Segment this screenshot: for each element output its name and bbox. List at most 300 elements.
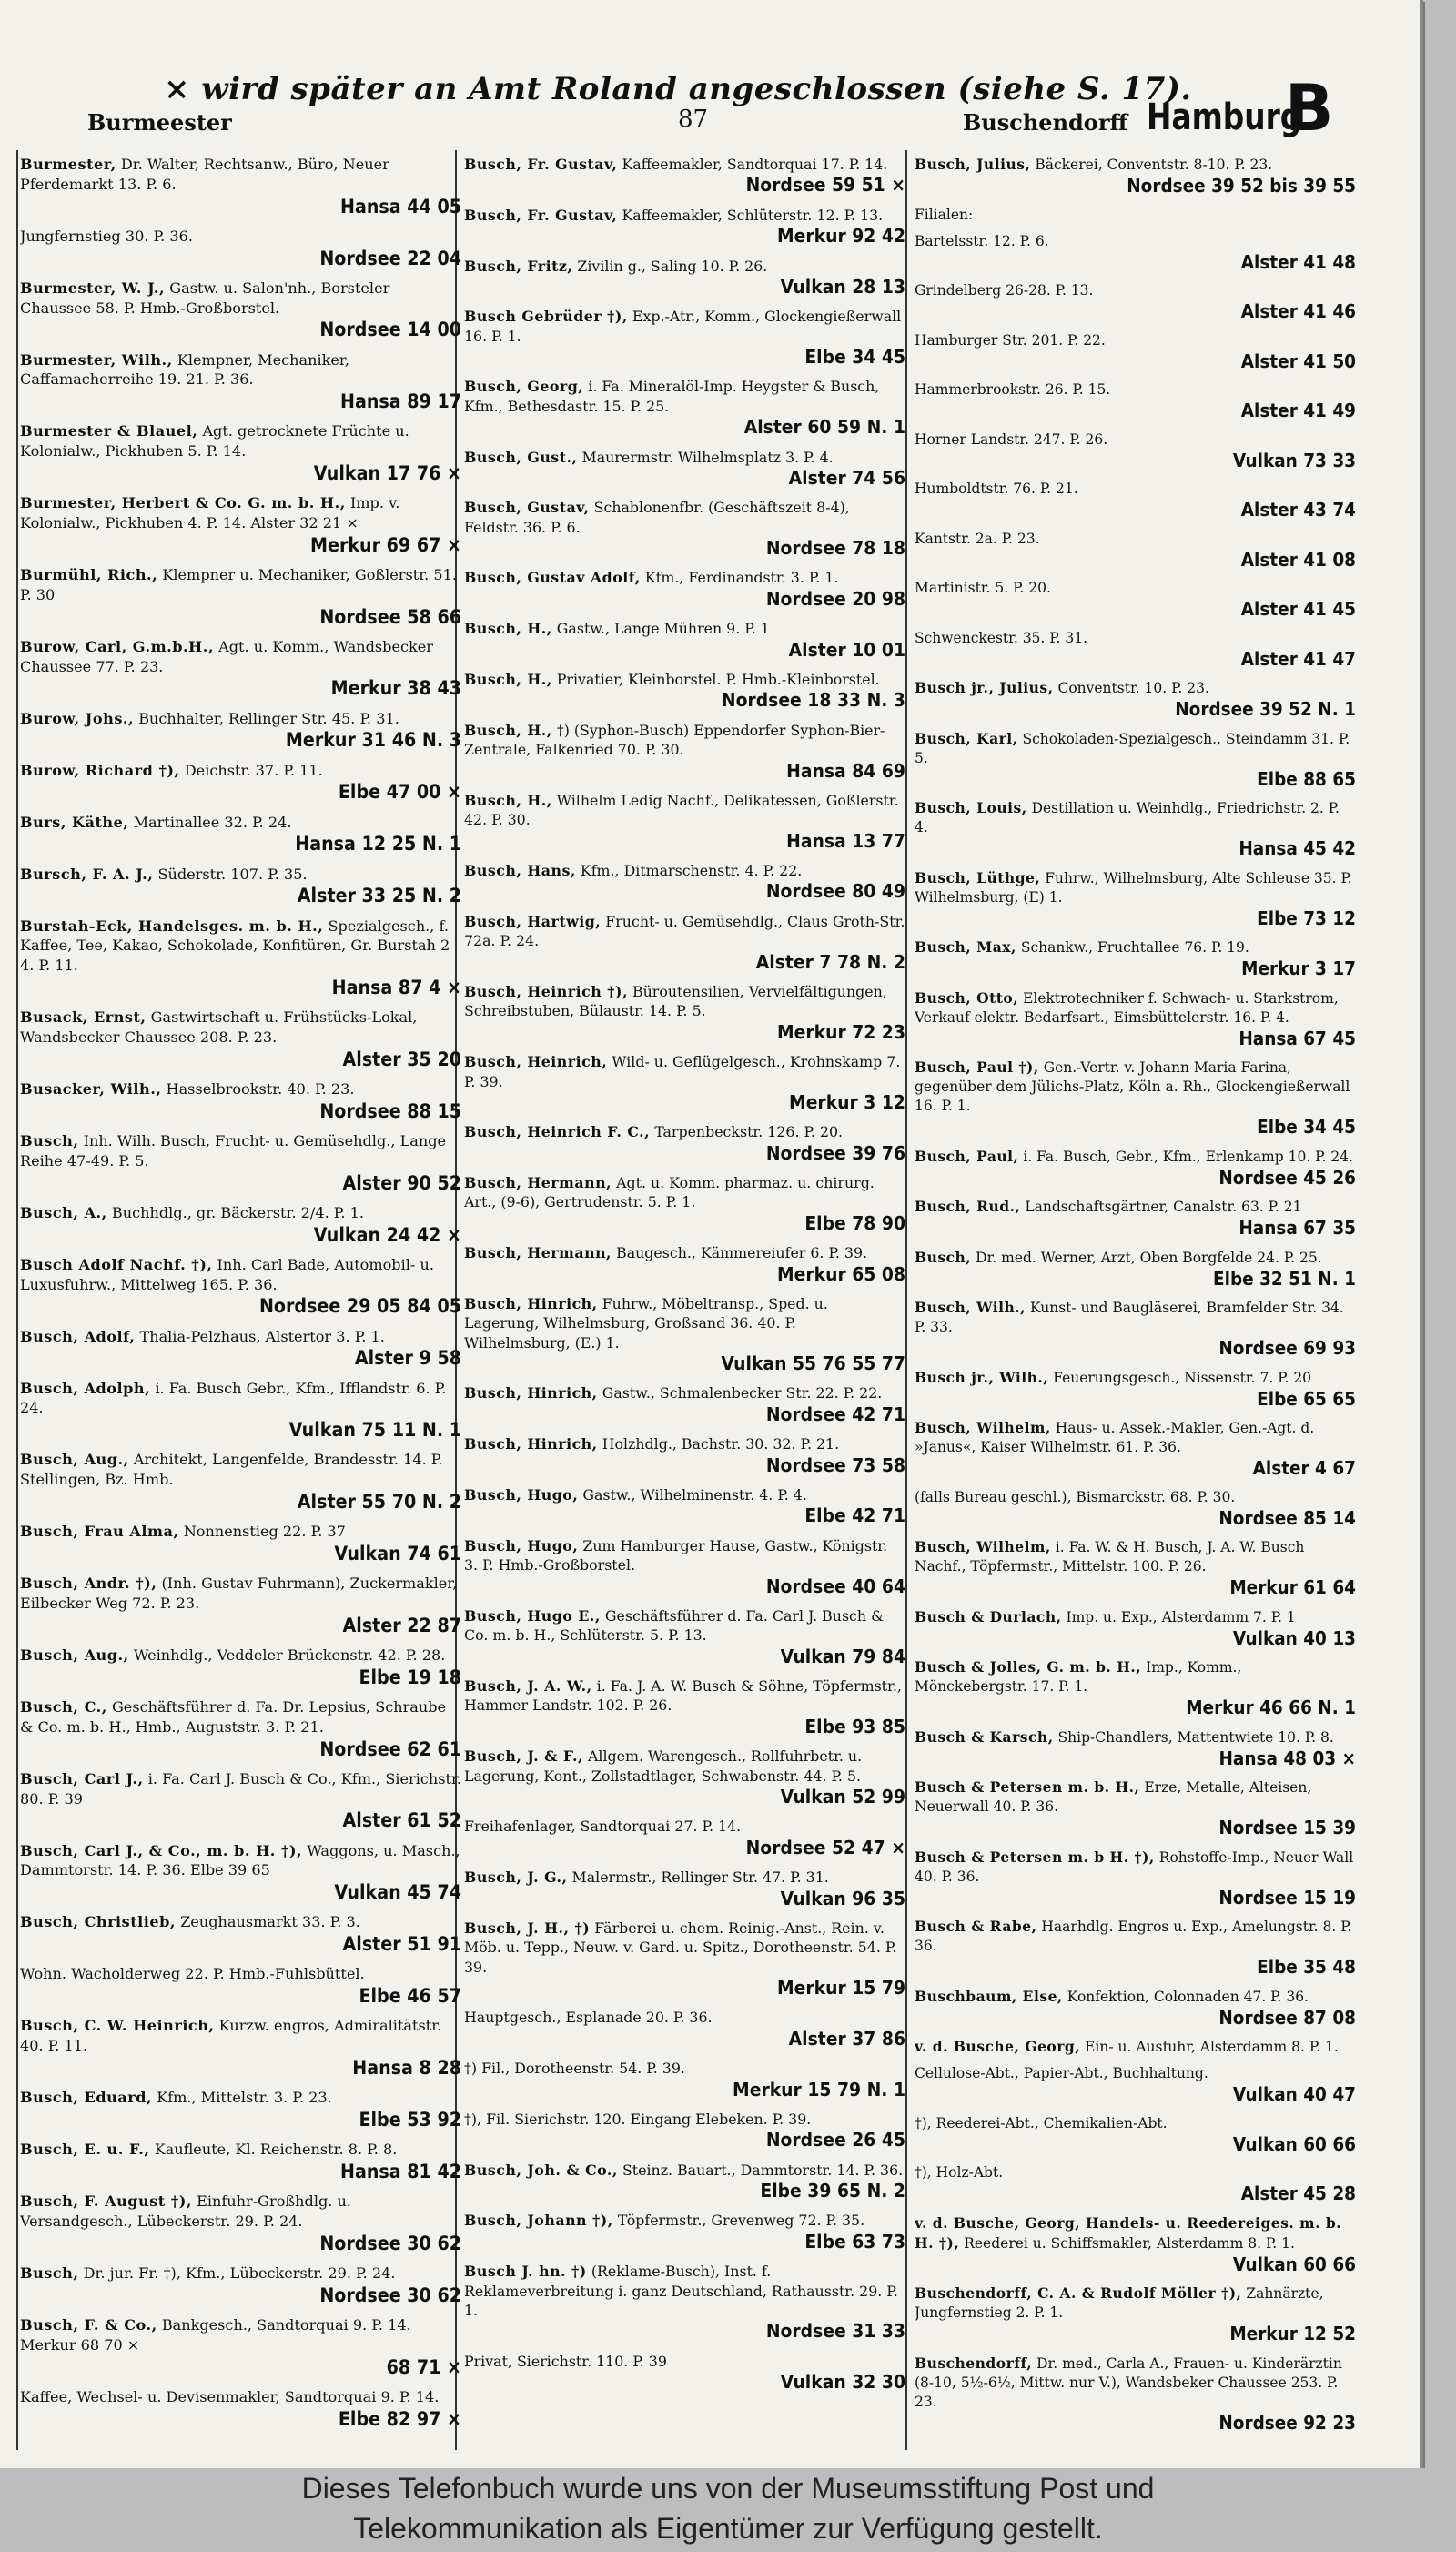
phone-number: Hansa 12 25 N. 1 xyxy=(295,832,461,856)
entry-text xyxy=(464,1868,905,1887)
listing-entry xyxy=(464,670,905,713)
phone-number: Merkur 72 23 xyxy=(776,1020,905,1043)
phone-number: Elbe 82 97 × xyxy=(338,2406,461,2430)
entry-name: Busch, xyxy=(915,1248,972,1266)
entry-text xyxy=(464,1676,905,1716)
phone-number: Merkur 46 66 N. 1 xyxy=(1186,1696,1356,1718)
entry-name: Burow, Richard †), xyxy=(20,761,180,779)
entry-name: Busch Gebrüder †), xyxy=(464,308,628,326)
entry-details: Landschaftsgärtner, Canalstr. 63. P. 21 xyxy=(1025,1199,1302,1215)
entry-name: Busch, Hartwig, xyxy=(464,912,602,930)
phone-number: Elbe 88 65 xyxy=(1257,767,1356,790)
phone-number: Nordsee 39 52 N. 1 xyxy=(1175,698,1356,720)
entry-details: Waggons, u. Masch., Dammtorstr. 14. P. 36. Elbe 39 65 xyxy=(20,1841,460,1879)
entry-name: Busch, Joh. & Co., xyxy=(464,2161,618,2179)
listing-entry xyxy=(20,155,461,218)
phone-number: Nordsee 78 18 xyxy=(765,537,905,560)
phone-number: Merkur 65 08 xyxy=(776,1262,905,1285)
listing-entry xyxy=(915,155,1356,198)
entry-text xyxy=(20,2088,461,2108)
entry-name: Busch, J. G., xyxy=(464,1868,568,1887)
listing-entry xyxy=(464,721,905,784)
entry-details: Kaffee, Wechsel- u. Devisenmakler, Sandtorquai 9. P. 14. xyxy=(20,2387,440,2405)
entry-text xyxy=(20,1008,461,1048)
entry-details: Martinistr. 5. P. 20. xyxy=(915,580,1051,596)
entry-details: †), Holz-Abt. xyxy=(915,2164,1004,2181)
entry-text xyxy=(915,579,1356,598)
entry-details: Dr. jur. Fr. †), Kfm., Lübeckerstr. 29. P. 24. xyxy=(83,2263,396,2282)
listing-entry xyxy=(20,1841,461,1905)
entry-details: Haarhdlg. Engros u. Exp., Amelungstr. 8. P. 36. xyxy=(915,1919,1352,1954)
entry-name: Burow, Carl, G.m.b.H., xyxy=(20,637,214,655)
phone-number: Nordsee 39 52 bis 39 55 xyxy=(1127,175,1356,197)
listing-entry xyxy=(20,637,461,701)
phone-number: Hansa 87 4 × xyxy=(331,975,461,998)
entry-text xyxy=(464,1919,905,1977)
listing-entry xyxy=(20,709,461,753)
entry-text xyxy=(915,629,1356,648)
entry-text xyxy=(20,1646,461,1666)
city-title: Hamburg xyxy=(1147,96,1302,138)
phone-number: Merkur 12 52 xyxy=(1229,2323,1356,2344)
entry-name: Burmester & Blauel, xyxy=(20,422,198,441)
phone-number: Hansa 81 42 xyxy=(340,2159,461,2182)
entry-name: Burmester, Herbert & Co. G. m. b. H., xyxy=(20,494,346,512)
listing-entry xyxy=(915,2114,1356,2157)
listing-column-2 xyxy=(464,155,905,2445)
entry-details: Agt. u. Komm., Wandsbecker Chaussee 77. P. 23. xyxy=(20,637,433,675)
phone-number: Hansa 45 42 xyxy=(1239,837,1356,859)
column-rule-left xyxy=(16,150,18,2450)
entry-text xyxy=(20,637,461,677)
listing-entry xyxy=(464,1434,905,1477)
listing-entry xyxy=(915,1537,1356,1600)
entry-name: Busch, Hermann, xyxy=(464,1174,612,1191)
phone-number: Nordsee 14 00 xyxy=(319,318,461,341)
listing-entry xyxy=(915,1987,1356,2030)
listing-entry xyxy=(915,1488,1356,1531)
phone-number: Elbe 65 65 xyxy=(1257,1387,1356,1410)
entry-details: Imp., Komm., Mönckebergstr. 17. P. 1. xyxy=(915,1659,1242,1695)
entry-details: Kaufleute, Kl. Reichenstr. 8. P. 8. xyxy=(154,2141,398,2159)
entry-details: Steinz. Bauart., Dammtorstr. 14. P. 36. xyxy=(622,2161,904,2179)
entry-text xyxy=(20,278,461,319)
entry-name: Busch, Lüthge, xyxy=(915,868,1041,886)
listing-entry xyxy=(464,2352,905,2395)
listing-column-1 xyxy=(20,155,461,2445)
entry-text xyxy=(20,2016,461,2056)
entry-details: i. Fa. J. A. W. Busch & Söhne, Töpfermstr., Hammer Landstr. 102. P. 26. xyxy=(464,1677,902,1715)
listing-entry xyxy=(464,568,905,611)
entry-details: Weinhdlg., Veddeler Brückenstr. 42. P. 28. xyxy=(133,1646,446,1664)
entry-text xyxy=(20,2192,461,2232)
phone-number: Vulkan 73 33 xyxy=(1232,449,1356,471)
entry-name: Busch, Adolph, xyxy=(20,1379,151,1397)
phone-number: Merkur 3 17 xyxy=(1241,957,1356,979)
listing-entry xyxy=(915,937,1356,981)
listing-entry xyxy=(464,1052,905,1115)
entry-text xyxy=(915,729,1356,768)
entry-details: Allgem. Warengesch., Rollfuhrbetr. u. Lagerung, Kont., Zollstadtlager, Schwabenstr. 44. P. 5. xyxy=(464,1747,863,1785)
entry-name: Busch, Julius, xyxy=(915,156,1031,173)
entry-details: Töpfermstr., Grevenweg 72. P. 35. xyxy=(617,2212,865,2230)
phone-number: Hansa 44 05 xyxy=(340,194,461,218)
listing-entry xyxy=(915,380,1356,423)
phone-number: Elbe 63 73 xyxy=(804,2230,905,2253)
entry-details: Wild- u. Geflügelgesch., Krohnskamp 7. P. 39. xyxy=(464,1053,901,1090)
entry-text xyxy=(464,1173,905,1212)
entry-details: Agt. getrocknete Früchte u. Kolonialw., Pickhuben 5. P. 14. xyxy=(20,422,410,461)
listing-entry xyxy=(464,912,905,975)
listing-entry xyxy=(915,1147,1356,1190)
entry-details: Freihafenlager, Sandtorquai 27. P. 14. xyxy=(464,1818,742,1836)
entry-text xyxy=(915,1727,1356,1747)
listing-entry xyxy=(915,629,1356,672)
listing-entry xyxy=(915,1418,1356,1481)
entry-name: Busch, xyxy=(20,1131,79,1149)
entry-name: Burmühl, Rich., xyxy=(20,565,158,583)
entry-text xyxy=(915,2354,1356,2412)
entry-details: Büroutensilien, Vervielfältigungen, Schreibstuben, Bülaustr. 14. P. 5. xyxy=(464,982,887,1020)
listing-entry xyxy=(464,1173,905,1236)
listing-entry xyxy=(464,1919,905,2000)
entry-details: Klempner u. Mechaniker, Goßlerstr. 51. P. 30 xyxy=(20,565,457,603)
phone-number: Alster 37 86 xyxy=(788,2027,905,2050)
entry-text xyxy=(915,1917,1356,1956)
listing-entry xyxy=(20,350,461,414)
entry-name: Busch, Aug., xyxy=(20,1451,129,1469)
entry-text xyxy=(464,307,905,346)
entry-name: Busch, Gustav, xyxy=(464,499,590,517)
entry-text xyxy=(20,1769,461,1809)
entry-name: Busch, C., xyxy=(20,1697,107,1716)
phone-number: Elbe 35 48 xyxy=(1257,1956,1356,1978)
entry-details: Conventstr. 10. P. 23. xyxy=(1057,680,1209,696)
listing-entry xyxy=(915,678,1356,722)
entry-name: Busch, J. & F., xyxy=(464,1747,583,1766)
entry-text xyxy=(915,1537,1356,1576)
entry-details: Inh. Wilh. Busch, Frucht- u. Gemüsehdlg., Lange Reihe 47-49. P. 5. xyxy=(20,1131,447,1170)
entry-name: Busch jr., Wilh., xyxy=(915,1368,1049,1386)
phone-number: Alster 90 52 xyxy=(342,1170,461,1194)
entry-text xyxy=(915,232,1356,251)
entry-details: Buchhdlg., gr. Bäckerstr. 2/4. P. 1. xyxy=(111,1203,364,1221)
listing-entry xyxy=(915,1058,1356,1139)
entry-text xyxy=(464,721,905,760)
phone-number: Nordsee 42 71 xyxy=(765,1403,905,1425)
entry-name: Busch, Wilhelm, xyxy=(915,1419,1051,1436)
entry-details: (Inh. Gustav Fuhrmann), Zuckermakler, Eilbecker Weg 72. P. 23. xyxy=(20,1575,458,1612)
phone-number: Elbe 19 18 xyxy=(359,1665,461,1688)
phone-number: Alster 41 45 xyxy=(1240,598,1356,620)
listing-entry xyxy=(915,530,1356,572)
phone-number: Alster 22 87 xyxy=(342,1613,461,1636)
entry-text xyxy=(915,1147,1356,1167)
entry-details: Konfektion, Colonnaden 47. P. 36. xyxy=(1067,1988,1309,2005)
entry-details: Hasselbrookstr. 40. P. 23. xyxy=(166,1079,355,1098)
listing-entry xyxy=(464,1606,905,1669)
listing-entry xyxy=(20,1379,461,1443)
listing-entry xyxy=(915,480,1356,522)
phone-number: Nordsee 85 14 xyxy=(1218,1506,1356,1529)
entry-name: Busch, Hermann, xyxy=(464,1244,612,1262)
entry-details: Reederei u. Schiffsmakler, Alsterdamm 8. P. 1. xyxy=(964,2234,1295,2252)
phone-number: Alster 45 28 xyxy=(1240,2182,1356,2204)
entry-details: i. Fa. Busch, Gebr., Kfm., Erlenkamp 10. P. 24. xyxy=(1023,1148,1353,1165)
phone-number: Elbe 39 65 N. 2 xyxy=(760,2180,905,2203)
listing-entry xyxy=(20,1327,461,1371)
phone-number: Merkur 15 79 N. 1 xyxy=(733,2078,905,2101)
listing-entry xyxy=(20,1131,461,1195)
entry-text xyxy=(464,2211,905,2230)
phone-number: Elbe 34 45 xyxy=(1257,1116,1356,1138)
entry-name: Busch & Petersen m. b. H., xyxy=(915,1778,1140,1796)
entry-details: †), Fil. Sierichstr. 120. Eingang Elebeken. P. 39. xyxy=(464,2110,812,2128)
phone-number: Nordsee 39 76 xyxy=(765,1141,905,1164)
entry-name: Busch, Hinrich, xyxy=(464,1384,598,1403)
entry-name: Busch, E. u. F., xyxy=(20,2141,150,2159)
roland-notice: × wird später an Amt Roland angeschlossen (siehe S. 17). xyxy=(164,71,1192,107)
entry-details: Kfm., Ferdinandstr. 3. P. 1. xyxy=(644,569,839,587)
entry-details: Nonnenstieg 22. P. 37 xyxy=(183,1523,346,1541)
entry-text xyxy=(915,988,1356,1028)
listing-entry xyxy=(20,278,461,342)
entry-details: Zahnärzte, Jungfernstieg 2. P. 1. xyxy=(915,2285,1324,2321)
listing-entry xyxy=(20,493,461,557)
entry-details: Gastwirtschaft u. Frühstücks-Lokal, Wandsbecker Chaussee 208. P. 23. xyxy=(20,1008,418,1046)
entry-details: Färberei u. chem. Reinig.-Anst., Rein. v. Möb. u. Tepp., Neuw. v. Gard. u. Spitz., Dorotheenstr. 54. P. 39. xyxy=(464,1919,897,1976)
listing-entry xyxy=(915,2354,1356,2436)
entry-details: Deichstr. 37. P. 11. xyxy=(184,761,323,779)
phone-number: Alster 41 46 xyxy=(1240,300,1356,322)
entry-details: Erze, Metalle, Alteisen, Neuerwall 40. P. 36. xyxy=(915,1779,1312,1815)
entry-details: Fuhrw., Wilhelmsburg, Alte Schleuse 35. P. Wilhelmsburg, (E) 1. xyxy=(915,869,1352,906)
entry-text xyxy=(20,916,461,976)
phone-number: Nordsee 59 51 × xyxy=(745,174,905,197)
entry-text xyxy=(20,1522,461,1542)
phone-number: Vulkan 74 61 xyxy=(334,1541,461,1565)
entry-name: Busch, Gust., xyxy=(464,448,578,466)
listing-entry xyxy=(464,791,905,854)
listing-entry xyxy=(915,1197,1356,1241)
entry-details: Zum Hamburger Hause, Gastw., Königstr. 3. P. Hmb.-Großborstel. xyxy=(464,1536,888,1575)
listing-entry xyxy=(915,1727,1356,1771)
phone-number: Elbe 42 71 xyxy=(804,1504,905,1527)
entry-name: Busch, H., xyxy=(464,620,552,638)
entry-details: Dr. med., Carla A., Frauen- u. Kinderärztin (8-10, 5½-6½, Mittw. nur V.), Wandsbeker Chaussee 253. P. 23. xyxy=(915,2355,1342,2410)
phone-number: Hansa 84 69 xyxy=(786,759,905,782)
entry-name: v. d. Busche, Georg, xyxy=(915,2038,1081,2055)
entry-details: Kunst- und Baugläserei, Bramfelder Str. 34. P. 33. xyxy=(915,1300,1344,1335)
entry-text xyxy=(20,1131,461,1171)
entry-text xyxy=(915,281,1356,300)
entry-text xyxy=(20,813,461,833)
entry-details: Martinallee 32. P. 24. xyxy=(133,813,292,831)
phone-number: Hansa 89 17 xyxy=(340,390,461,413)
entry-name: v. d. Busche, Georg, Handels- u. Reedereiges. m. b. H. †), xyxy=(915,2213,1342,2252)
phone-number: Vulkan 96 35 xyxy=(780,1887,905,1909)
entry-details: Baugesch., Kämmereiufer 6. P. 39. xyxy=(616,1244,868,1262)
entry-text xyxy=(464,2110,905,2129)
entry-text xyxy=(20,1203,461,1223)
phone-number: Vulkan 60 66 xyxy=(1232,2132,1356,2155)
entry-text xyxy=(464,206,905,225)
phone-number: Nordsee 58 66 xyxy=(319,604,461,628)
entry-name: Busch, Paul †), xyxy=(915,1058,1039,1076)
phone-number: Merkur 31 46 N. 3 xyxy=(285,728,461,752)
entry-details: Architekt, Langenfelde, Brandesstr. 14. P. Stellingen, Bz. Hmb. xyxy=(20,1451,443,1489)
entry-text xyxy=(464,568,905,587)
phone-number: Nordsee 45 26 xyxy=(1218,1166,1356,1189)
entry-name: Bursch, F. A. J., xyxy=(20,865,154,883)
entry-name: Busch, Max, xyxy=(915,938,1016,956)
phone-number: Alster 41 08 xyxy=(1240,548,1356,571)
listing-entry xyxy=(915,2064,1356,2107)
listing-entry xyxy=(20,1964,461,2008)
phone-number: Nordsee 26 45 xyxy=(765,2129,905,2152)
phone-number: Vulkan 60 66 xyxy=(1232,2253,1356,2275)
first-entry-guide-word: Burmeester xyxy=(87,109,232,136)
phone-number: Hansa 67 45 xyxy=(1239,1027,1356,1049)
entry-name: Burs, Käthe, xyxy=(20,813,129,831)
entry-text xyxy=(464,448,905,467)
entry-text xyxy=(20,865,461,885)
entry-name: Busch, A., xyxy=(20,1203,107,1221)
entry-text xyxy=(464,1536,905,1575)
phone-number: Merkur 61 64 xyxy=(1229,1576,1356,1598)
entry-text xyxy=(20,1912,461,1932)
entry-text xyxy=(20,421,461,461)
listing-entry xyxy=(20,1574,461,1637)
phone-number: Elbe 47 00 × xyxy=(338,780,461,804)
phone-number: Nordsee 15 39 xyxy=(1218,1817,1356,1838)
entry-text xyxy=(915,2213,1356,2253)
entry-name: Busch Adolf Nachf. †), xyxy=(20,1255,213,1273)
entry-text xyxy=(915,1488,1356,1507)
phone-number: Hansa 48 03 × xyxy=(1218,1747,1356,1769)
entry-details: Hamburger Str. 201. P. 22. xyxy=(915,331,1106,349)
entry-name: Busch, Carl J., xyxy=(20,1769,144,1787)
entry-details: i. Fa. Mineralöl-Imp. Heygster & Busch, Kfm., Bethesdastr. 15. P. 25. xyxy=(464,378,880,415)
entry-details: Cellulose-Abt., Papier-Abt., Buchhaltung. xyxy=(915,2065,1208,2081)
entry-details: Rohstoffe-Imp., Neuer Wall 40. P. 36. xyxy=(915,1848,1354,1885)
entry-details: Schokoladen-Spezialgesch., Steindamm 31. P. 5. xyxy=(915,730,1350,766)
phone-number: Nordsee 18 33 N. 3 xyxy=(721,689,905,712)
listing-entry xyxy=(464,257,905,299)
entry-details: Elektrotechniker f. Schwach- u. Starkstrom, Verkauf elektr. Bedarfsart., Eimsbüttelerstr. 16. P. 4. xyxy=(915,989,1339,1026)
entry-text xyxy=(464,1294,905,1352)
entry-text xyxy=(20,2387,461,2407)
phone-number: Alster 7 78 N. 2 xyxy=(755,950,905,973)
entry-name: Busch, Christlieb, xyxy=(20,1913,176,1931)
entry-text xyxy=(915,678,1356,698)
listing-entry xyxy=(915,2284,1356,2346)
entry-text xyxy=(915,2037,1356,2057)
entry-text xyxy=(915,1197,1356,1217)
phone-number: Alster 74 56 xyxy=(788,466,905,489)
listing-entry xyxy=(915,579,1356,622)
listing-entry xyxy=(20,2016,461,2080)
entry-name: Busch, C. W. Heinrich, xyxy=(20,2017,215,2035)
entry-name: Busch, Otto, xyxy=(915,988,1019,1007)
phone-number: Nordsee 69 93 xyxy=(1218,1337,1356,1359)
phone-number: Nordsee 87 08 xyxy=(1218,2006,1356,2029)
entry-name: Busch, Heinrich †), xyxy=(464,982,628,1000)
entry-name: Busch, Heinrich, xyxy=(464,1053,608,1071)
phone-number: Merkur 38 43 xyxy=(330,676,461,700)
entry-name: Burmester, xyxy=(20,156,116,173)
entry-details: (falls Bureau geschl.), Bismarckstr. 68. P. 30. xyxy=(915,1488,1236,1505)
entry-text xyxy=(464,1606,905,1646)
listing-entry xyxy=(20,2387,461,2431)
listing-entry xyxy=(915,1607,1356,1651)
entry-details: Privat, Sierichstr. 110. P. 39 xyxy=(464,2352,667,2370)
phone-number: Vulkan 45 74 xyxy=(334,1880,461,1904)
listing-entry xyxy=(464,2110,905,2152)
entry-text xyxy=(464,2008,905,2027)
entry-text xyxy=(20,1079,461,1099)
listing-entry xyxy=(464,448,905,491)
entry-details: Zeughausmarkt 33. P. 3. xyxy=(180,1913,360,1931)
phone-number: Nordsee 31 33 xyxy=(765,2320,905,2343)
entry-text xyxy=(464,1817,905,1836)
entry-details: Bartelsstr. 12. P. 6. xyxy=(915,232,1049,249)
entry-name: Busch & Karsch, xyxy=(915,1727,1054,1746)
listing-entry xyxy=(20,1697,461,1761)
entry-name: Busch & Jolles, G. m. b. H., xyxy=(915,1658,1142,1676)
listing-entry xyxy=(915,868,1356,931)
entry-name: Busch, Wilhelm, xyxy=(915,1538,1051,1555)
entry-name: Busch, Adolf, xyxy=(20,1327,136,1345)
listing-entry xyxy=(915,1917,1356,1980)
entry-name: Busch, Fritz, xyxy=(464,257,573,275)
entry-text xyxy=(20,1379,461,1419)
phone-number: Alster 33 25 N. 2 xyxy=(297,884,461,907)
entry-name: Busch, Frau Alma, xyxy=(20,1523,179,1541)
phone-number: Alster 41 48 xyxy=(1240,250,1356,273)
entry-details: Hammerbrookstr. 26. P. 15. xyxy=(915,381,1111,398)
entry-name: Busch, Hinrich, xyxy=(464,1435,598,1453)
phone-number: Vulkan 40 13 xyxy=(1232,1626,1356,1649)
phone-number: Elbe 93 85 xyxy=(804,1715,905,1737)
footer-line-2: Telekommunikation als Eigentümer zur Verfügung gestellt. xyxy=(353,2512,1103,2545)
entry-details: Wilhelm Ledig Nachf., Delikatessen, Goßlerstr. 42. P. 30. xyxy=(464,791,899,829)
listing-entry xyxy=(915,281,1356,324)
entry-text xyxy=(464,912,905,951)
archive-footer xyxy=(0,2468,1456,2552)
entry-details: Hauptgesch., Esplanade 20. P. 36. xyxy=(464,2009,713,2027)
listing-entry xyxy=(915,1248,1356,1291)
listing-entry xyxy=(20,2088,461,2132)
entry-details: Dr. Walter, Rechtsanw., Büro, Neuer Pferdemarkt 13. P. 6. xyxy=(20,156,389,193)
phone-number: Elbe 78 90 xyxy=(804,1211,905,1234)
entry-details: Buchhalter, Rellinger Str. 45. P. 31. xyxy=(138,709,399,727)
listing-entry xyxy=(915,798,1356,861)
listing-entry xyxy=(915,2163,1356,2206)
phone-number: 68 71 × xyxy=(386,2355,461,2378)
entry-text xyxy=(464,982,905,1021)
entry-text xyxy=(464,791,905,830)
listing-entry xyxy=(464,307,905,370)
phone-number: Alster 43 74 xyxy=(1240,499,1356,521)
entry-text xyxy=(915,1418,1356,1457)
phone-number: Alster 41 47 xyxy=(1240,647,1356,670)
entry-text xyxy=(464,257,905,276)
entry-name: Busch, J. A. W., xyxy=(464,1677,592,1696)
listing-entry xyxy=(20,1255,461,1319)
entry-text xyxy=(464,155,905,174)
entry-text xyxy=(464,1747,905,1786)
